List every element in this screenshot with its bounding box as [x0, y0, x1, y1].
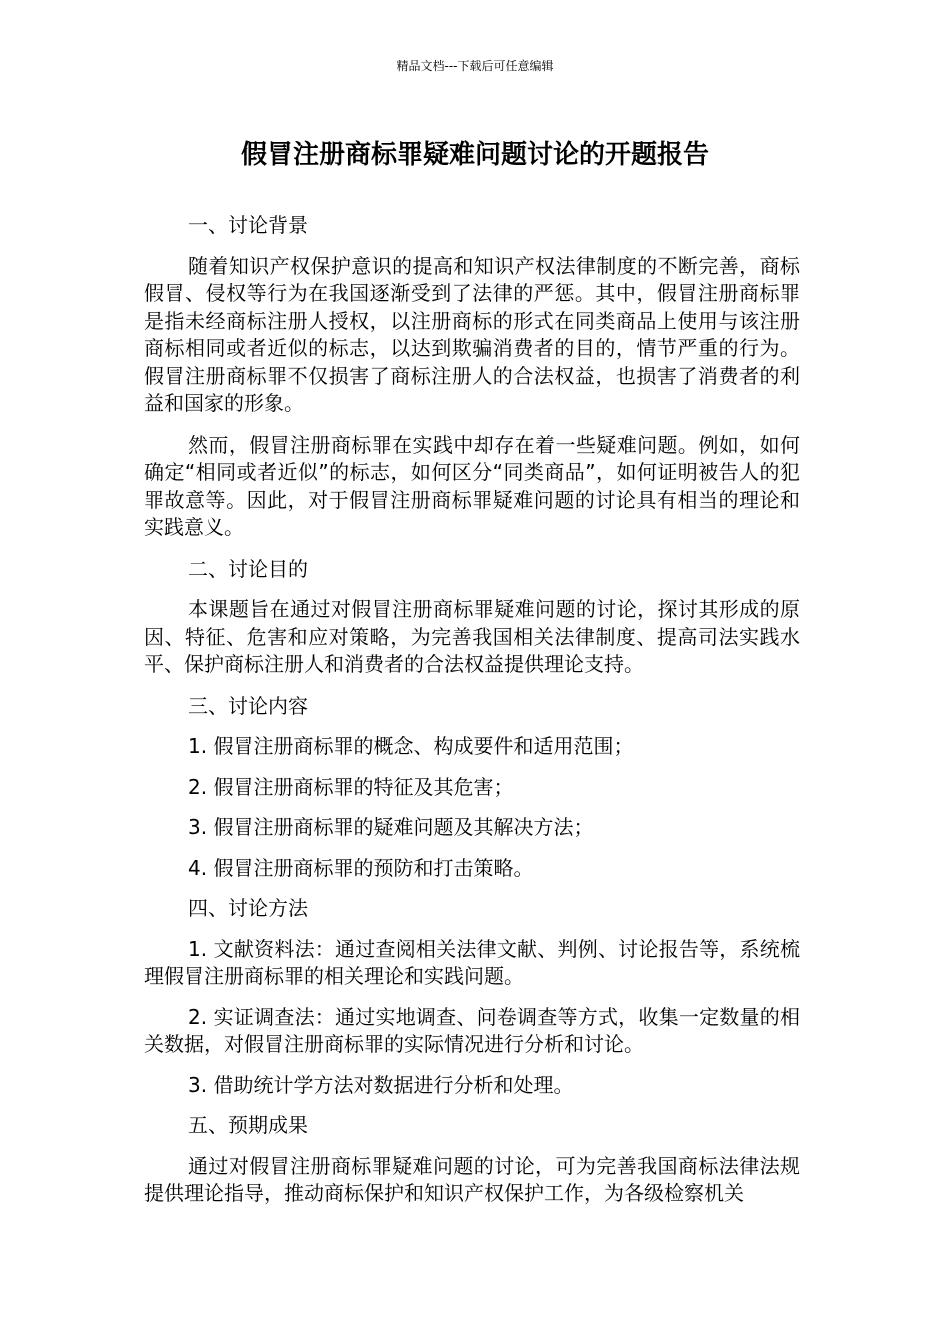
- content-list-item-2: 2. 假冒注册商标罪的特征及其危害；: [188, 774, 514, 799]
- methods-list-item-3: 3. 借助统计学方法对数据进行分析和处理。: [188, 1072, 574, 1097]
- section-heading-methods: 四、讨论方法: [188, 896, 308, 920]
- section-heading-results: 五、预期成果: [188, 1113, 308, 1137]
- paragraph-purpose-1: 本课题旨在通过对假冒注册商标罪疑难问题的讨论，探讨其形成的原因、特征、危害和应对策略，为完善我国相关法律制度、提高司法实践水平、保护商标注册人和消费者的合法权益提供理论支持。: [144, 597, 800, 676]
- content-list-item-4: 4. 假冒注册商标罪的预防和打击策略。: [188, 855, 534, 880]
- content-list-item-3: 3. 假冒注册商标罪的疑难问题及其解决方法；: [188, 815, 594, 839]
- section-heading-purpose: 二、讨论目的: [188, 556, 308, 581]
- section-heading-content: 三、讨论内容: [188, 693, 308, 718]
- paragraph-results-1: 通过对假冒注册商标罪疑难问题的讨论，可为完善我国商标法律法规提供理论指导，推动商标保护和知识产权保护工作，为各级检察机关: [144, 1153, 800, 1205]
- methods-list-item-2: 2. 实证调查法：通过实地调查、问卷调查等方式，收集一定数量的相关数据，对假冒注册商标罪的实际情况进行分析和讨论。: [144, 1004, 800, 1056]
- content-list-item-1: 1. 假冒注册商标罪的概念、构成要件和适用范围；: [188, 734, 634, 758]
- header-note: 精品文档---下载后可任意编辑: [396, 59, 554, 73]
- methods-list-item-1: 1. 文献资料法：通过查阅相关法律文献、判例、讨论报告等，系统梳理假冒注册商标罪的相关理论和实践问题。: [144, 936, 800, 988]
- section-heading-background: 一、讨论背景: [188, 213, 308, 237]
- paragraph-background-1: 随着知识产权保护意识的提高和知识产权法律制度的不断完善，商标假冒、侵权等行为在我国逐渐受到了法律的严惩。其中，假冒注册商标罪是指未经商标注册人授权，以注册商标的形式在同类商品上使用与该注册商标相同或者近似的标志，以达到欺骗消费者的目的，情节严重的行为。假冒注册商标罪不仅损害了商标注册人的合法权益，也损害了消费者的利益和国家的形象。: [144, 253, 800, 415]
- paragraph-background-2: 然而，假冒注册商标罪在实践中却存在着一些疑难问题。例如，如何确定“相同或者近似”的标志，如何区分“同类商品”，如何证明被告人的犯罪故意等。因此，对于假冒注册商标罪疑难问题的讨论具有相当的理论和实践意义。: [144, 432, 800, 539]
- document-title: 假冒注册商标罪疑难问题讨论的开题报告: [240, 140, 709, 170]
- document-body: [144, 212, 800, 1222]
